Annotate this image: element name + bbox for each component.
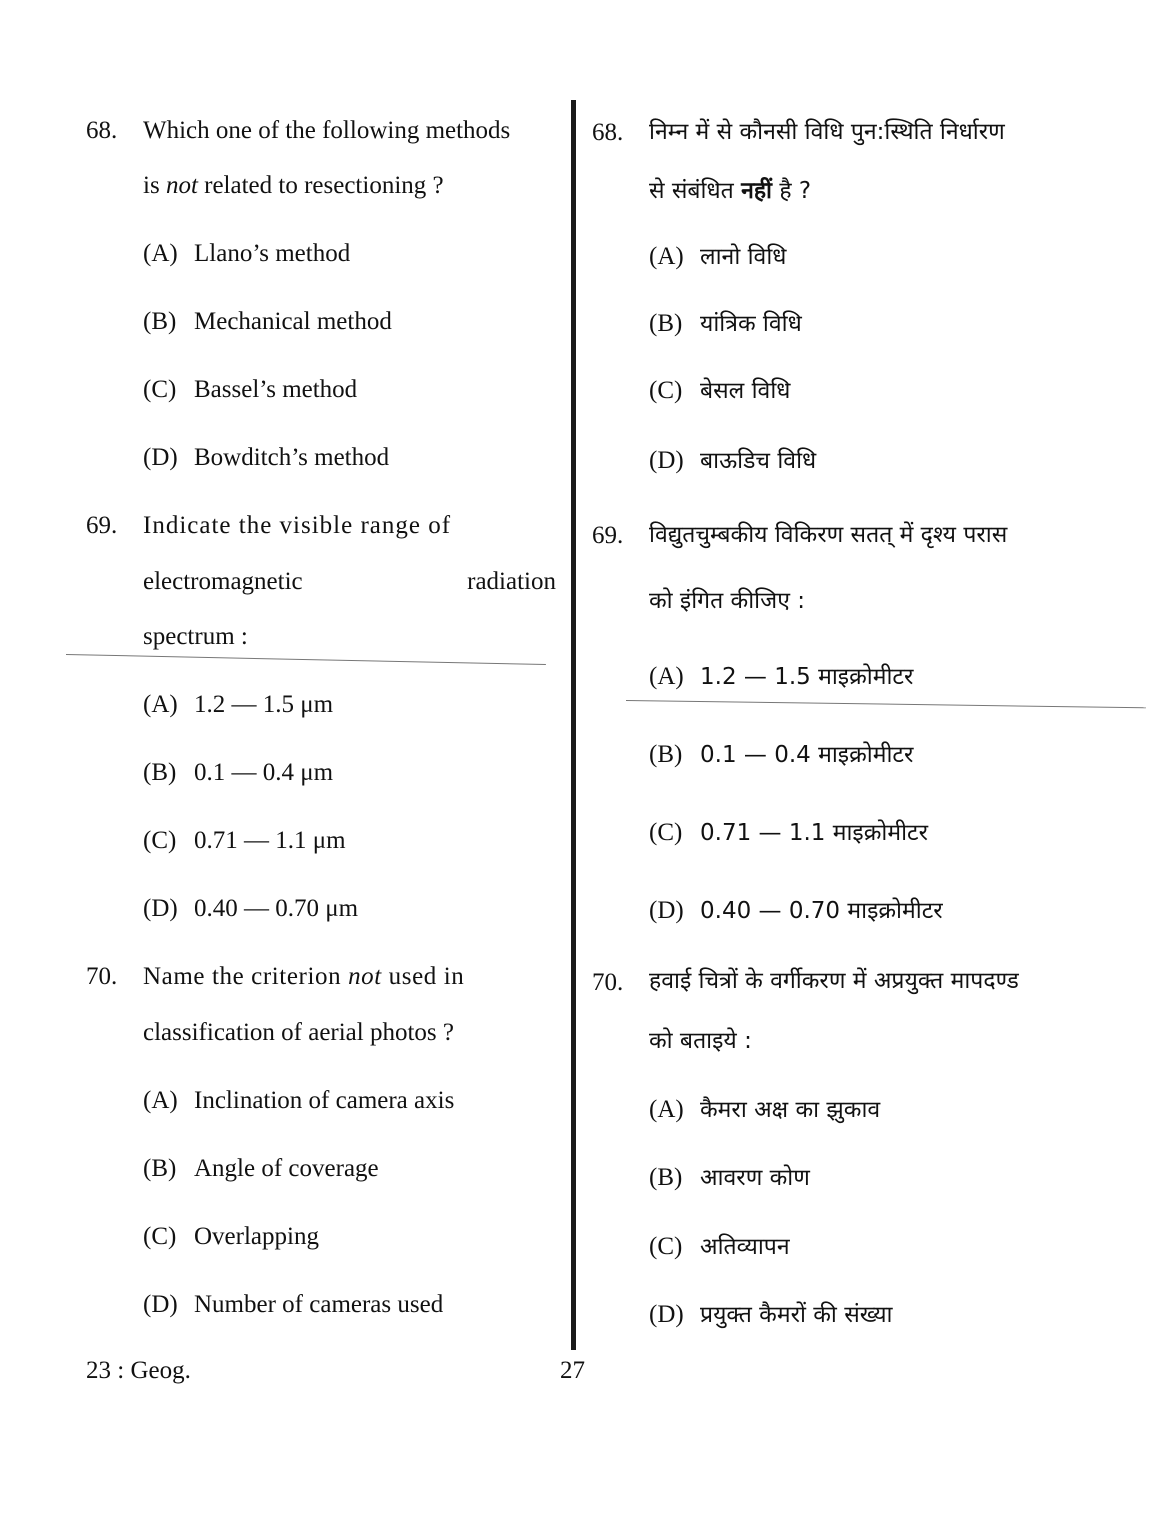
option-label: (D) [143,895,178,922]
question-text: को बताइये : [649,1028,752,1054]
option-text: अतिव्यापन [700,1234,790,1260]
option-label: (A) [143,1087,178,1114]
option-label: (D) [143,1291,178,1318]
option-text: Mechanical method [194,308,392,335]
option-label: (A) [143,240,178,267]
option-text: बाऊडिच विधि [700,448,817,474]
option-label: (D) [649,1301,684,1328]
option-text: 0.1 — 0.4 μm [194,759,334,786]
question-text: से संबंधित नहीं है ? [649,178,812,204]
question-number: 70. [86,963,118,990]
option-text: 0.40 — 0.70 μm [194,895,359,922]
option-label: (D) [649,897,684,924]
option-label: (C) [143,1223,177,1250]
scan-artifact-line [66,654,546,665]
question-number: 69. [86,512,118,539]
option-text: लानो विधि [700,244,787,270]
option-text: प्रयुक्त कैमरों की संख्या [700,1302,893,1328]
option-text: Llano’s method [194,240,351,267]
question-text: Indicate the visible range of [143,512,452,539]
question-text: निम्न में से कौनसी विधि पुन:स्थिति निर्धारण [649,119,1005,145]
option-label: (B) [649,741,683,768]
option-text: कैमरा अक्ष का झुकाव [700,1097,881,1123]
option-label: (A) [649,243,684,270]
option-label: (D) [649,447,684,474]
option-text: Bassel’s method [194,376,358,403]
option-label: (C) [649,819,683,846]
option-label: (B) [143,1155,177,1182]
option-label: (C) [143,376,177,403]
question-text: Name the criterion not used in [143,963,465,990]
option-label: (A) [649,663,684,690]
option-text: यांत्रिक विधि [700,311,802,337]
question-text: विद्युतचुम्बकीय विकिरण सतत् में दृश्य परास [649,522,1008,548]
option-label: (D) [143,444,178,471]
question-text: classification of aerial photos ? [143,1019,454,1046]
option-text: बेसल विधि [700,378,791,404]
option-text: 1.2 — 1.5 माइक्रोमीटर [700,664,914,690]
option-text: Angle of coverage [194,1155,379,1182]
option-label: (B) [649,1164,683,1191]
question-text: हवाई चित्रों के वर्गीकरण में अप्रयुक्त मापदण्ड [649,968,1019,994]
option-text: 0.71 — 1.1 μm [194,827,346,854]
question-number: 70. [592,969,624,996]
page-number: 27 [560,1357,585,1384]
option-text: Inclination of camera axis [194,1087,455,1114]
option-text: 0.40 — 0.70 माइक्रोमीटर [700,898,943,924]
option-label: (C) [649,1233,683,1260]
column-divider [571,100,576,1350]
option-label: (A) [649,1096,684,1123]
option-label: (B) [143,759,177,786]
option-label: (C) [143,827,177,854]
option-label: (C) [649,377,683,404]
option-text: 0.1 — 0.4 माइक्रोमीटर [700,742,914,768]
question-text: को इंगित कीजिए : [649,588,805,614]
question-number: 69. [592,522,624,549]
question-text: electromagnetic radiation [143,568,556,595]
option-text: 1.2 — 1.5 μm [194,691,334,718]
option-text: 0.71 — 1.1 माइक्रोमीटर [700,820,929,846]
option-label: (A) [143,691,178,718]
option-label: (B) [649,310,683,337]
option-label: (B) [143,308,177,335]
option-text: Number of cameras used [194,1291,444,1318]
question-text: spectrum : [143,623,248,650]
question-text: is not related to resectioning ? [143,172,444,199]
option-text: Bowditch’s method [194,444,390,471]
scan-artifact-line [626,700,1146,708]
option-text: Overlapping [194,1223,319,1250]
option-text: आवरण कोण [700,1165,810,1191]
question-number: 68. [592,119,624,146]
paper-code: 23 : Geog. [86,1357,191,1384]
question-number: 68. [86,117,118,144]
question-text: Which one of the following methods [143,117,511,144]
